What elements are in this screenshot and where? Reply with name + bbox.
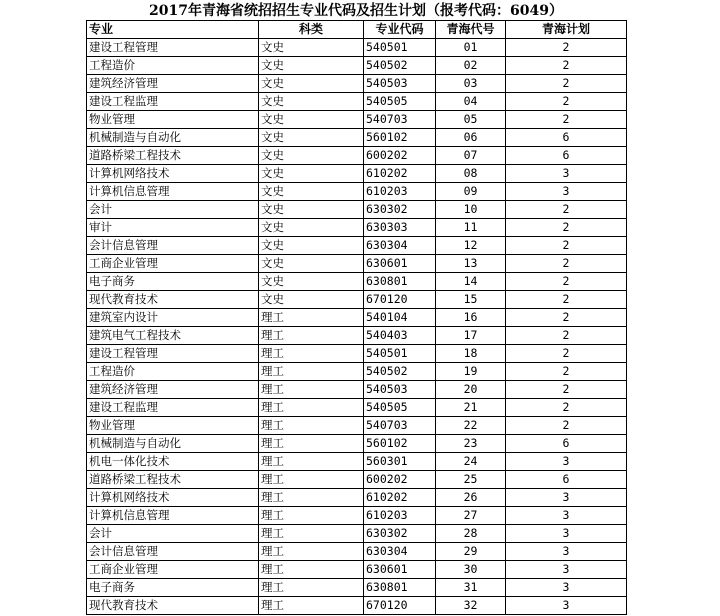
table-row [87,507,627,525]
category-cell: 文史 [259,75,364,93]
major-cell: 现代教育技术 [87,597,259,615]
major-code-cell: 630302 [364,525,436,543]
qinghai-code-cell: 13 [436,255,506,273]
major-code-cell: 630601 [364,255,436,273]
major-cell: 电子商务 [87,273,259,291]
qinghai-code-cell: 03 [436,75,506,93]
qinghai-plan-cell: 2 [506,399,627,417]
qinghai-plan-cell: 3 [506,165,627,183]
qinghai-plan-cell: 2 [506,363,627,381]
category-cell: 文史 [259,183,364,201]
qinghai-code-cell: 04 [436,93,506,111]
qinghai-plan-cell: 3 [506,525,627,543]
table-row [87,345,627,363]
major-cell: 会计 [87,525,259,543]
major-code-cell: 560301 [364,453,436,471]
table-row [87,75,627,93]
qinghai-code-cell: 21 [436,399,506,417]
major-code-cell: 630801 [364,273,436,291]
table-row [87,57,627,75]
qinghai-plan-cell: 6 [506,435,627,453]
category-cell: 文史 [259,165,364,183]
major-code-cell: 630801 [364,579,436,597]
category-cell: 文史 [259,111,364,129]
qinghai-plan-cell: 2 [506,255,627,273]
major-code-cell: 540703 [364,417,436,435]
major-code-cell: 540505 [364,399,436,417]
header-major: 专业 [87,21,259,39]
major-cell: 会计信息管理 [87,543,259,561]
major-code-cell: 630303 [364,219,436,237]
qinghai-plan-cell: 2 [506,219,627,237]
category-cell: 理工 [259,525,364,543]
major-cell: 建设工程监理 [87,399,259,417]
category-cell: 理工 [259,561,364,579]
table-row [87,399,627,417]
qinghai-plan-cell: 2 [506,57,627,75]
category-cell: 理工 [259,579,364,597]
major-code-cell: 540503 [364,75,436,93]
table-row [87,183,627,201]
major-code-cell: 610203 [364,507,436,525]
major-code-cell: 600202 [364,471,436,489]
major-cell: 物业管理 [87,111,259,129]
qinghai-code-cell: 22 [436,417,506,435]
major-code-cell: 610203 [364,183,436,201]
header-major-code: 专业代码 [364,21,436,39]
major-code-cell: 540501 [364,39,436,57]
qinghai-plan-cell: 2 [506,327,627,345]
table-row [87,453,627,471]
major-code-cell: 600202 [364,147,436,165]
qinghai-plan-cell: 3 [506,579,627,597]
major-cell: 会计信息管理 [87,237,259,255]
table-row [87,273,627,291]
major-cell: 道路桥梁工程技术 [87,471,259,489]
table-row [87,309,627,327]
table-row [87,543,627,561]
qinghai-plan-cell: 3 [506,597,627,615]
category-cell: 理工 [259,345,364,363]
major-code-cell: 630304 [364,237,436,255]
major-cell: 会计 [87,201,259,219]
major-code-cell: 630304 [364,543,436,561]
category-cell: 文史 [259,219,364,237]
major-cell: 物业管理 [87,417,259,435]
major-cell: 机械制造与自动化 [87,435,259,453]
table-row [87,381,627,399]
table-row [87,435,627,453]
major-cell: 工商企业管理 [87,255,259,273]
qinghai-plan-cell: 2 [506,417,627,435]
qinghai-plan-cell: 2 [506,111,627,129]
major-cell: 机械制造与自动化 [87,129,259,147]
table-row [87,39,627,57]
major-cell: 建设工程管理 [87,39,259,57]
qinghai-code-cell: 17 [436,327,506,345]
table-row [87,93,627,111]
table-row [87,201,627,219]
major-cell: 建筑经济管理 [87,381,259,399]
qinghai-code-cell: 24 [436,453,506,471]
category-cell: 文史 [259,57,364,75]
header-qinghai-code: 青海代号 [436,21,506,39]
qinghai-code-cell: 19 [436,363,506,381]
qinghai-code-cell: 25 [436,471,506,489]
major-cell: 计算机网络技术 [87,489,259,507]
qinghai-plan-cell: 2 [506,273,627,291]
table-row [87,417,627,435]
major-cell: 工程造价 [87,363,259,381]
major-code-cell: 540502 [364,57,436,75]
major-code-cell: 540703 [364,111,436,129]
table-row [87,291,627,309]
major-cell: 计算机信息管理 [87,507,259,525]
header-qinghai-plan: 青海计划 [506,21,627,39]
table-row [87,327,627,345]
qinghai-plan-cell: 3 [506,543,627,561]
table-row [87,363,627,381]
qinghai-plan-cell: 3 [506,561,627,579]
major-cell: 工程造价 [87,57,259,75]
category-cell: 文史 [259,201,364,219]
category-cell: 文史 [259,147,364,165]
qinghai-plan-cell: 3 [506,453,627,471]
category-cell: 理工 [259,453,364,471]
category-cell: 理工 [259,327,364,345]
table-row [87,255,627,273]
table-row [87,525,627,543]
qinghai-code-cell: 02 [436,57,506,75]
qinghai-code-cell: 29 [436,543,506,561]
major-cell: 建设工程监理 [87,93,259,111]
qinghai-code-cell: 20 [436,381,506,399]
category-cell: 理工 [259,435,364,453]
table-row [87,219,627,237]
qinghai-plan-cell: 6 [506,471,627,489]
major-cell: 审计 [87,219,259,237]
major-code-cell: 540501 [364,345,436,363]
category-cell: 文史 [259,237,364,255]
category-cell: 文史 [259,93,364,111]
qinghai-code-cell: 14 [436,273,506,291]
category-cell: 文史 [259,291,364,309]
qinghai-code-cell: 06 [436,129,506,147]
qinghai-code-cell: 32 [436,597,506,615]
qinghai-code-cell: 05 [436,111,506,129]
qinghai-plan-cell: 3 [506,507,627,525]
qinghai-code-cell: 16 [436,309,506,327]
major-cell: 电子商务 [87,579,259,597]
major-cell: 建筑室内设计 [87,309,259,327]
category-cell: 文史 [259,39,364,57]
major-code-cell: 540505 [364,93,436,111]
major-cell: 现代教育技术 [87,291,259,309]
major-cell: 机电一体化技术 [87,453,259,471]
table-row [87,489,627,507]
qinghai-code-cell: 18 [436,345,506,363]
category-cell: 理工 [259,309,364,327]
page-title: 2017年青海省统招招生专业代码及招生计划（报考代码：6049） [149,3,563,19]
major-cell: 建筑经济管理 [87,75,259,93]
table-row [87,237,627,255]
qinghai-code-cell: 01 [436,39,506,57]
qinghai-code-cell: 09 [436,183,506,201]
qinghai-plan-cell: 6 [506,129,627,147]
major-cell: 工商企业管理 [87,561,259,579]
major-code-cell: 630302 [364,201,436,219]
category-cell: 理工 [259,507,364,525]
category-cell: 理工 [259,597,364,615]
table-row [87,561,627,579]
major-code-cell: 540502 [364,363,436,381]
category-cell: 理工 [259,489,364,507]
major-cell: 计算机信息管理 [87,183,259,201]
qinghai-plan-cell: 3 [506,183,627,201]
major-cell: 建筑电气工程技术 [87,327,259,345]
qinghai-code-cell: 11 [436,219,506,237]
header-category: 科类 [259,21,364,39]
major-code-cell: 670120 [364,291,436,309]
table-row [87,111,627,129]
qinghai-code-cell: 08 [436,165,506,183]
table-row [87,579,627,597]
major-code-cell: 610202 [364,489,436,507]
qinghai-plan-cell: 2 [506,291,627,309]
qinghai-code-cell: 26 [436,489,506,507]
qinghai-plan-cell: 2 [506,93,627,111]
qinghai-code-cell: 10 [436,201,506,219]
major-code-cell: 560102 [364,129,436,147]
major-cell: 道路桥梁工程技术 [87,147,259,165]
category-cell: 理工 [259,363,364,381]
qinghai-plan-cell: 2 [506,345,627,363]
qinghai-plan-cell: 2 [506,381,627,399]
category-cell: 文史 [259,129,364,147]
qinghai-plan-cell: 2 [506,75,627,93]
qinghai-plan-cell: 3 [506,489,627,507]
qinghai-plan-cell: 2 [506,309,627,327]
qinghai-code-cell: 31 [436,579,506,597]
category-cell: 理工 [259,543,364,561]
category-cell: 理工 [259,417,364,435]
category-cell: 理工 [259,471,364,489]
qinghai-plan-cell: 2 [506,201,627,219]
qinghai-plan-cell: 6 [506,147,627,165]
major-cell: 计算机网络技术 [87,165,259,183]
category-cell: 文史 [259,273,364,291]
category-cell: 文史 [259,255,364,273]
qinghai-code-cell: 07 [436,147,506,165]
qinghai-code-cell: 27 [436,507,506,525]
major-code-cell: 610202 [364,165,436,183]
qinghai-code-cell: 23 [436,435,506,453]
qinghai-code-cell: 28 [436,525,506,543]
qinghai-code-cell: 15 [436,291,506,309]
major-code-cell: 630601 [364,561,436,579]
enrollment-table [86,20,627,615]
qinghai-plan-cell: 2 [506,237,627,255]
major-code-cell: 670120 [364,597,436,615]
table-row [87,165,627,183]
table-row [87,147,627,165]
category-cell: 理工 [259,399,364,417]
qinghai-code-cell: 12 [436,237,506,255]
table-header-row [87,21,627,39]
major-code-cell: 540104 [364,309,436,327]
qinghai-plan-cell: 2 [506,39,627,57]
qinghai-code-cell: 30 [436,561,506,579]
major-code-cell: 540503 [364,381,436,399]
table-row [87,471,627,489]
table-row [87,129,627,147]
category-cell: 理工 [259,381,364,399]
table-row [87,597,627,615]
major-code-cell: 560102 [364,435,436,453]
major-cell: 建设工程管理 [87,345,259,363]
major-code-cell: 540403 [364,327,436,345]
